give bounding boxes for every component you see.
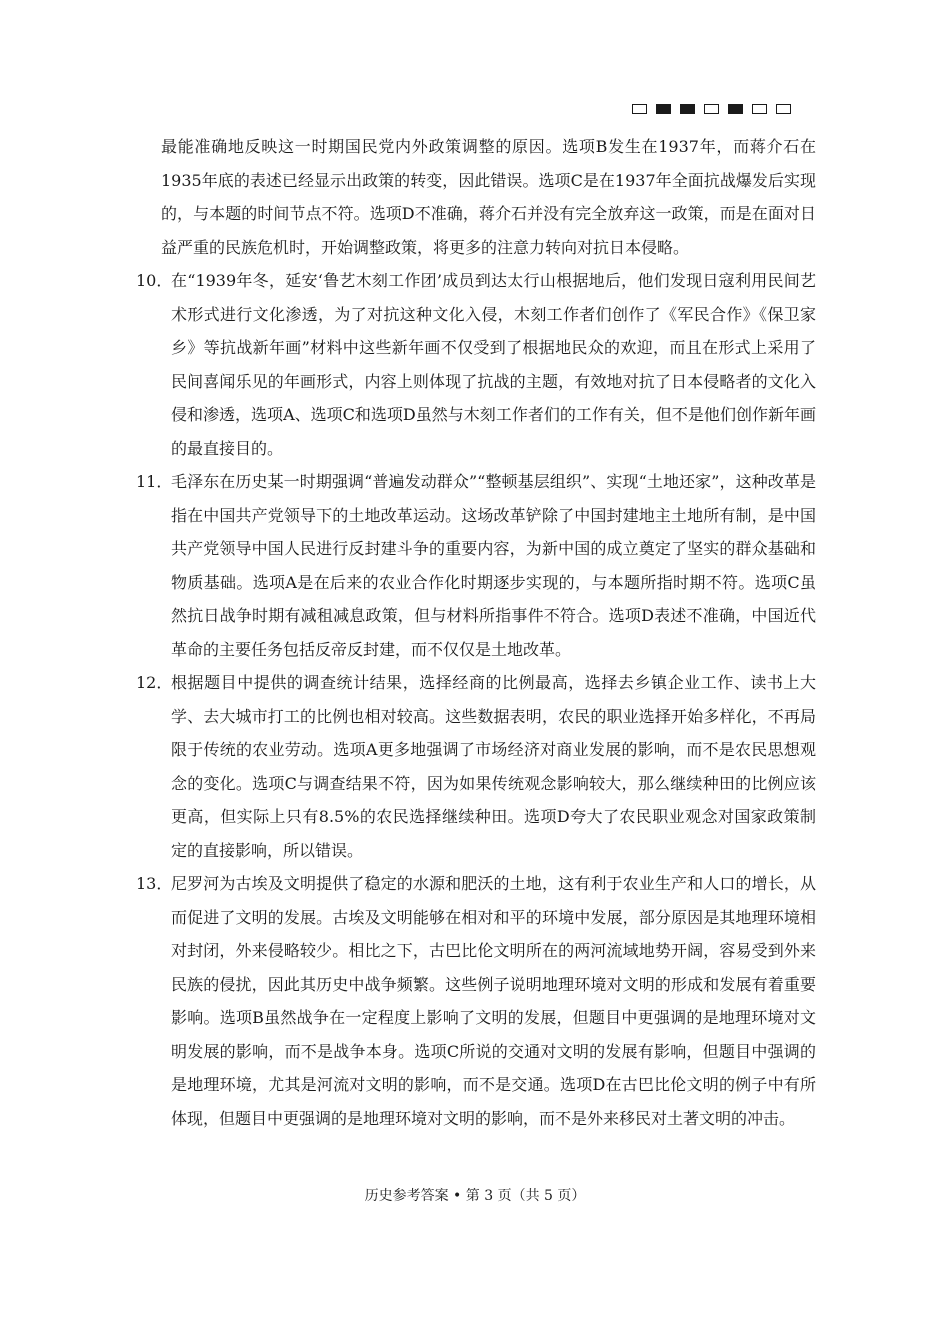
header-mark — [752, 104, 767, 114]
answer-item-13 — [136, 867, 816, 1135]
header-mark — [728, 104, 743, 114]
answer-item-11 — [136, 465, 816, 666]
page-footer: 历史参考答案 • 第 3 页（共 5 页） — [364, 1188, 586, 1204]
answer-content — [136, 130, 816, 1135]
answer-item-12 — [136, 666, 816, 867]
header-mark — [656, 104, 671, 114]
header-marks — [632, 104, 791, 114]
continued-paragraph: 最能准确地反映这一时期国民党内外政策调整的原因。选项B发生在1937年，而蒋介石在1935年底的表述已经显示出政策的转变，因此错误。选项C是在1937年全面抗战爆发后实现的，与本题的时间节点不符。选项D不准确，蒋介石并没有完全放弃这一政策，而是在面对日益严重的民族危机时，开始调整政策，将更多的注意力转向对抗日本侵略。 — [161, 137, 816, 257]
item-number: 11． — [136, 472, 173, 491]
header-mark — [704, 104, 719, 114]
item-text: 尼罗河为古埃及文明提供了稳定的水源和肥沃的土地，这有利于农业生产和人口的增长，从而促进了文明的发展。古埃及文明能够在相对和平的环境中发展，部分原因是其地理环境相对封闭，外来侵略较少。相比之下，古巴比伦文明所在的两河流域地势开阔，容易受到外来民族的侵扰，因此其历史中战争频繁。这些例子说明地理环境对文明的形成和发展有着重要影响。选项B虽然战争在一定程度上影响了文明的发展，但题目中更强调的是地理环境对文明发展的影响，而不是战争本身。选项C所说的交通对文明的发展有影响，但题目中强调的是地理环境，尤其是河流对文明的影响，而不是交通。选项D在古巴比伦文明的例子中有所体现，但题目中更强调的是地理环境对文明的影响，而不是外来移民对土著文明的冲击。 — [171, 874, 816, 1128]
item-text: 根据题目中提供的调查统计结果，选择经商的比例最高，选择去乡镇企业工作、读书上大学、去大城市打工的比例也相对较高。这些数据表明，农民的职业选择开始多样化，不再局限于传统的农业劳动。选项A更多地强调了市场经济对商业发展的影响，而不是农民思想观念的变化。选项C与调查结果不符，因为如果传统观念影响较大，那么继续种田的比例应该更高，但实际上只有8.5%的农民选择继续种田。选项D夸大了农民职业观念对国家政策制定的直接影响，所以错误。 — [171, 673, 816, 860]
item-number: 13． — [136, 874, 173, 893]
answer-item-10 — [136, 264, 816, 465]
item-number: 12． — [136, 673, 173, 692]
header-mark — [680, 104, 695, 114]
item-text: 毛泽东在历史某一时期强调“普遍发动群众”“整顿基层组织”、实现“土地还家”，这种改革是指在中国共产党领导下的土地改革运动。这场改革铲除了中国封建地主土地所有制，是中国共产党领导中国人民进行反封建斗争的重要内容，为新中国的成立奠定了坚实的群众基础和物质基础。选项A是在后来的农业合作化时期逐步实现的，与本题所指时期不符。选项C虽然抗日战争时期有减租减息政策，但与材料所指事件不符合。选项D表述不准确，中国近代革命的主要任务包括反帝反封建，而不仅仅是土地改革。 — [171, 472, 816, 659]
header-mark — [776, 104, 791, 114]
item-number: 10． — [136, 271, 173, 290]
header-mark — [632, 104, 647, 114]
item-text: 在“1939年冬，延安‘鲁艺木刻工作团’成员到达太行山根据地后，他们发现日寇利用民间艺术形式进行文化渗透，为了对抗这种文化入侵，木刻工作者们创作了《军民合作》《保卫家乡》等抗战新年画”材料中这些新年画不仅受到了根据地民众的欢迎，而且在形式上采用了民间喜闻乐见的年画形式，内容上则体现了抗战的主题，有效地对抗了日本侵略者的文化入侵和渗透，选项A、选项C和选项D虽然与木刻工作者们的工作有关，但不是他们创作新年画的最直接目的。 — [171, 271, 816, 458]
